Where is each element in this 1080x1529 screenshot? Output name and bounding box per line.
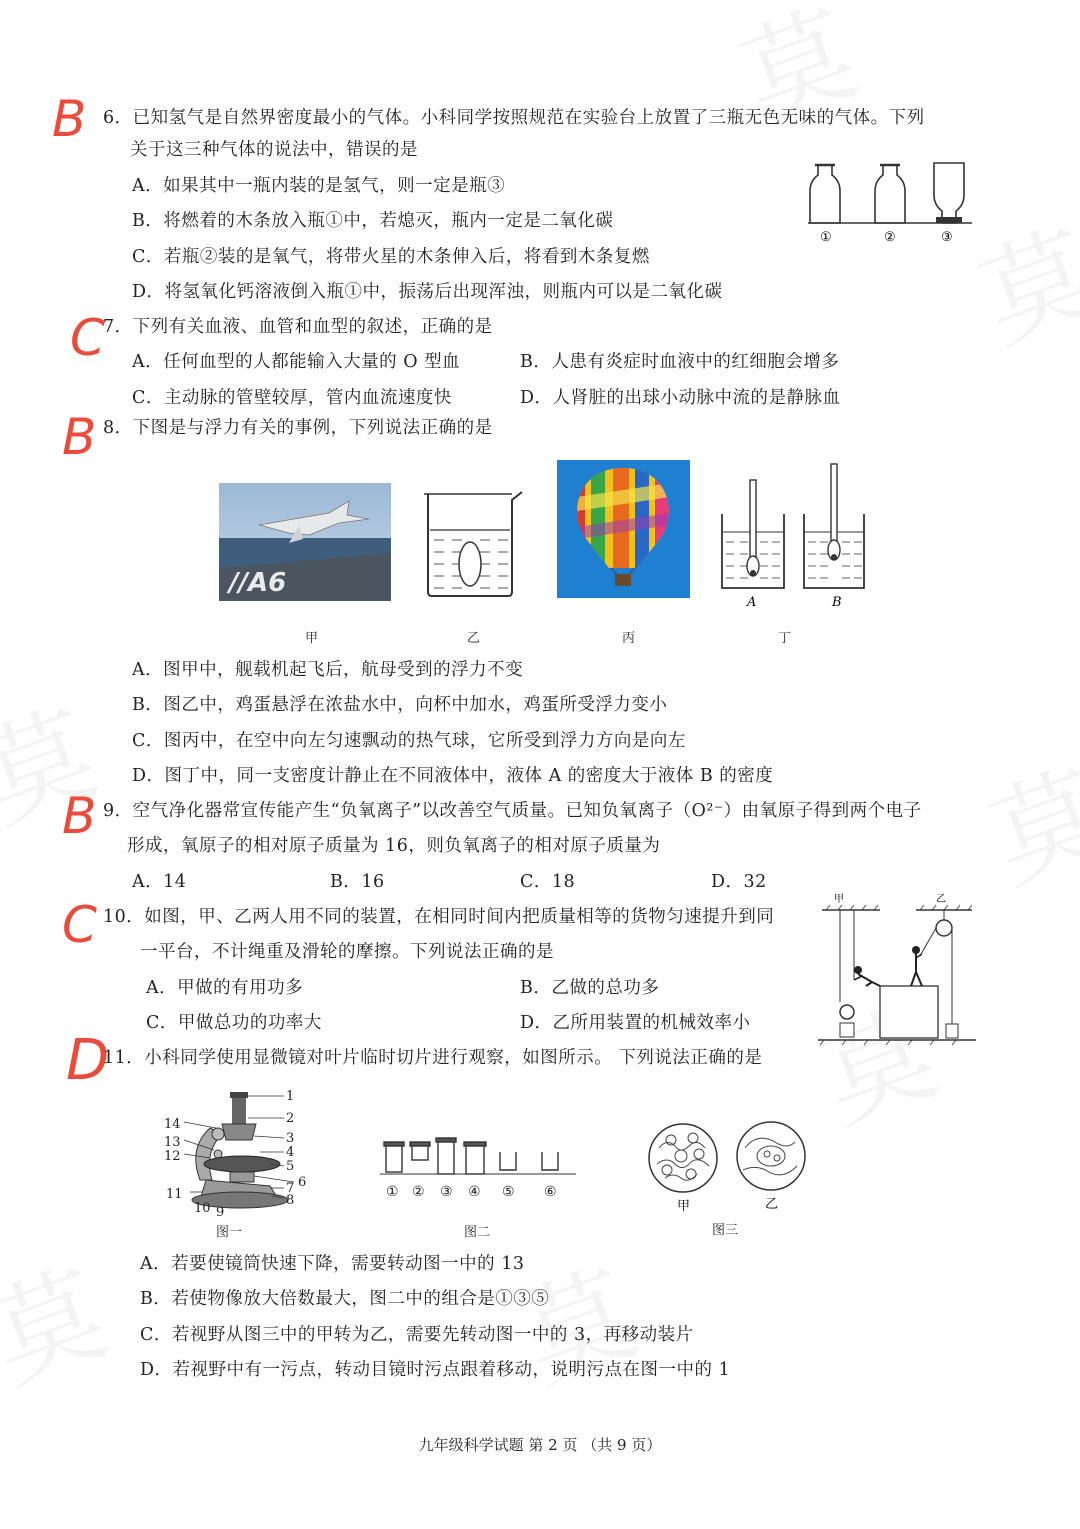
part-13: 13: [164, 1135, 181, 1150]
fig1-caption: 图一: [216, 1225, 243, 1240]
hot-air-balloon-image: [557, 460, 690, 598]
answer-q8: B: [62, 408, 97, 466]
fig3-caption: 图三: [712, 1223, 739, 1238]
gas-bottles-figure: [800, 155, 980, 250]
lenses-figure: [380, 1136, 580, 1206]
q7-option-a: A．任何血型的人都能输入大量的 O 型血: [132, 352, 461, 372]
lens-2: ②: [412, 1184, 425, 1200]
caption-jia: 甲: [305, 631, 319, 646]
caption-ding: 丁: [778, 631, 792, 646]
q6-option-a: A．如果其中一瓶内装的是氢气，则一定是瓶③: [132, 176, 506, 196]
q11-option-b: B．若使物像放大倍数最大，图二中的组合是①③⑤: [140, 1289, 550, 1309]
watermark: [0, 666, 114, 852]
jet-carrier-image: [219, 483, 391, 601]
answer-q9: B: [62, 787, 97, 845]
q11-option-d: D．若视野中有一污点，转动目镜时污点跟着移动，说明污点在图一中的 1: [140, 1360, 731, 1380]
part-1: 1: [286, 1089, 295, 1104]
q6-option-d: D．将氢氧化钙溶液倒入瓶①中，振荡后出现浑浊，则瓶内可以是二氧化碳: [132, 282, 723, 302]
lens-1: ①: [386, 1184, 399, 1200]
q7-option-b: B．人患有炎症时血液中的红细胞会增多: [520, 352, 840, 372]
q6-stem-line2: 关于这三种气体的说法中，错误的是: [130, 140, 418, 160]
q11-option-a: A．若要使镜筒快速下降，需要转动图一中的 13: [140, 1254, 525, 1274]
q8-stem: 8．下图是与浮力有关的事例，下列说法正确的是: [103, 418, 493, 438]
part-4: 4: [286, 1145, 295, 1160]
q11-option-c: C．若视野从图三中的甲转为乙，需要先转动图一中的 3，再移动装片: [140, 1325, 694, 1345]
part-9: 9: [216, 1205, 225, 1218]
part-10: 10: [194, 1201, 211, 1216]
svg-text://A6: //A6: [229, 568, 287, 598]
bottle-3-label: ③: [941, 230, 953, 245]
beaker-egg-image: [420, 488, 525, 600]
pulley-label-yi: 乙: [936, 894, 946, 905]
q10-stem-line1: 10．如图，甲、乙两人用不同的装置，在相同时间内把质量相等的货物匀速提升到同: [103, 907, 775, 927]
q8-option-b: B．图乙中，鸡蛋悬浮在浓盐水中，向杯中加水，鸡蛋所受浮力变小: [132, 695, 668, 715]
q6-option-c: C．若瓶②装的是氧气，将带火星的木条伸入后，将看到木条复燃: [132, 247, 650, 267]
view-label-jia: 甲: [677, 1199, 691, 1214]
lens-3: ③: [440, 1184, 453, 1200]
page-footer: 九年级科学试题 第 2 页 （共 9 页）: [418, 1436, 662, 1454]
bottle-2-label: ②: [884, 230, 896, 245]
pulley-figure: [816, 890, 978, 1048]
watermark: [966, 726, 1080, 912]
q6-option-b: B．将燃着的木条放入瓶①中，若熄灭，瓶内一定是二氧化碳: [132, 211, 614, 231]
part-7: 7: [286, 1181, 295, 1196]
bottle-1-label: ①: [820, 230, 832, 245]
q9-stem-line1: 9．空气净化器常宣传能产生“负氧离子”以改善空气质量。已知负氧离子（O²⁻）由氧原子得到两个电子: [103, 801, 922, 821]
caption-bing: 丙: [622, 631, 636, 646]
beaker-b-label: B: [832, 595, 842, 610]
part-6: 6: [298, 1175, 307, 1190]
fields-of-view-figure: [645, 1118, 815, 1218]
lens-5: ⑤: [502, 1184, 515, 1200]
q6-stem-line1: 6．已知氢气是自然界密度最小的气体。小科同学按照规范在实验台上放置了三瓶无色无味的气体。下列: [103, 108, 925, 128]
view-label-yi: 乙: [765, 1197, 779, 1212]
q10-option-d: D．乙所用装置的机械效率小: [520, 1013, 751, 1033]
part-5: 5: [286, 1159, 295, 1174]
part-3: 3: [286, 1131, 295, 1146]
fig2-caption: 图二: [464, 1225, 491, 1240]
q8-option-d: D．图丁中，同一支密度计静止在不同液体中，液体 A 的密度大于液体 B 的密度: [132, 766, 774, 786]
part-8: 8: [286, 1193, 295, 1208]
microscope-figure: [160, 1088, 320, 1218]
q9-option-c: C．18: [520, 872, 576, 892]
hydrometer-beakers-image: [716, 452, 866, 610]
q7-option-d: D．人肾脏的出球小动脉中流的是静脉血: [520, 388, 841, 408]
q9-option-d: D．32: [711, 872, 767, 892]
caption-yi: 乙: [467, 631, 481, 646]
watermark: [0, 1226, 124, 1412]
answer-q10: C: [62, 896, 97, 954]
q10-option-a: A．甲做的有用功多: [146, 978, 304, 998]
q8-option-a: A．图甲中，舰载机起飞后，航母受到的浮力不变: [132, 660, 524, 680]
q8-option-c: C．图丙中，在空中向左匀速飘动的热气球，它所受到浮力方向是向左: [132, 731, 686, 751]
part-2: 2: [286, 1111, 295, 1126]
pulley-label-jia: 甲: [834, 894, 844, 905]
answer-q11: D: [66, 1028, 110, 1093]
q11-stem: 11．小科同学使用显微镜对叶片临时切片进行观察，如图所示。 下列说法正确的是: [103, 1048, 763, 1068]
q7-option-c: C．主动脉的管壁较厚，管内血流速度快: [132, 388, 452, 408]
q7-stem: 7．下列有关血液、血管和血型的叙述，正确的是: [103, 317, 493, 337]
part-12: 12: [164, 1149, 181, 1164]
q10-stem-line2: 一平台，不计绳重及滑轮的摩擦。下列说法正确的是: [140, 942, 554, 962]
part-11: 11: [166, 1187, 183, 1202]
part-14: 14: [164, 1117, 181, 1132]
q9-option-a: A．14: [132, 872, 187, 892]
answer-q6: B: [52, 90, 87, 148]
q10-option-b: B．乙做的总功多: [520, 978, 660, 998]
watermark: [716, 0, 873, 152]
lens-4: ④: [468, 1184, 481, 1200]
q9-stem-line2: 形成，氧原子的相对原子质量为 16，则负氧离子的相对原子质量为: [127, 836, 661, 856]
q9-option-b: B．16: [330, 872, 385, 892]
lens-6: ⑥: [544, 1184, 557, 1200]
q10-option-c: C．甲做总功的功率大: [146, 1013, 322, 1033]
beaker-a-label: A: [747, 595, 757, 610]
answer-q7: C: [70, 309, 105, 367]
